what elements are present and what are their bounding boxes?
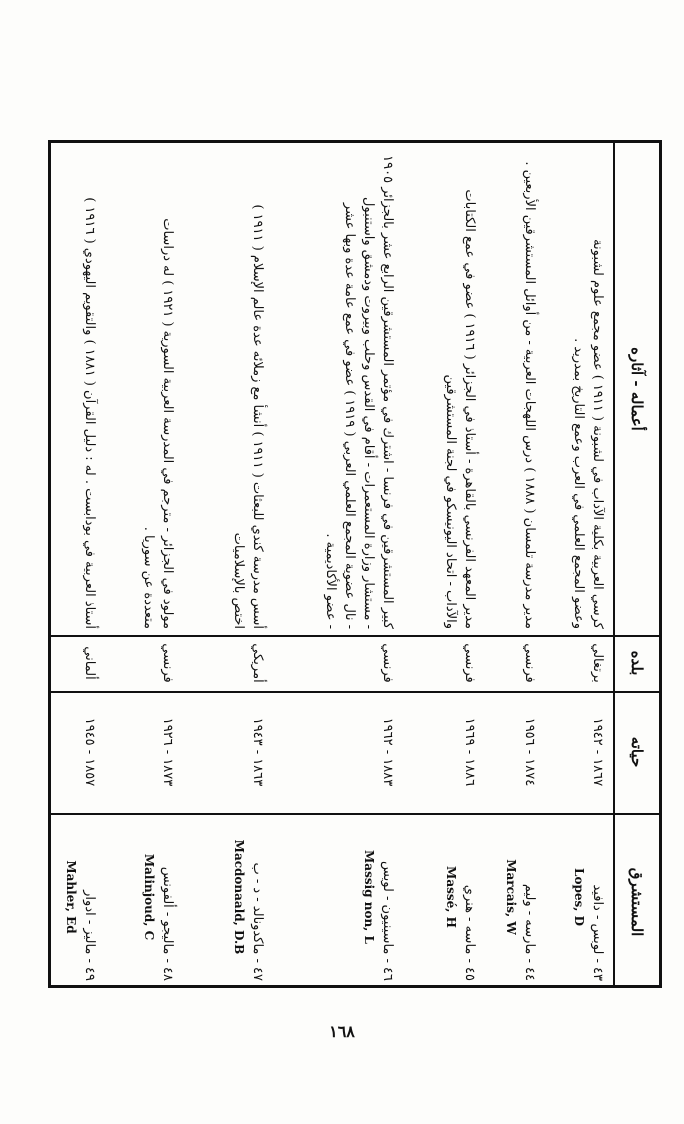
- works-cell: [187, 151, 267, 629]
- header-nationality: بلده: [628, 650, 646, 676]
- life-span: ١٨٦٣ - ١٩٤٣: [250, 717, 265, 787]
- rotated-page: [48, 140, 662, 988]
- works-line: - عضو الأكاديمية .: [323, 533, 338, 629]
- orientalist-name: ٤٥ - ماسه - هنري: [462, 884, 477, 981]
- life-span: ١٨٨٦ - ١٩٦٩: [462, 717, 477, 787]
- orientalists-table: [48, 140, 662, 988]
- header-life: حياته: [628, 736, 646, 768]
- orientalist-name: ٤٨ - ماليجو - ألفونس: [160, 866, 175, 981]
- works-line: أستاذ العربية في بودابست . له : دليل القرآن ( ١٨٨١ ) والتقويم اليهودي ( ١٩١٦ ): [82, 197, 97, 629]
- orientalist-name: ٤٧ - ماكدونالد - د - ب: [250, 862, 265, 981]
- works-cell: [545, 151, 607, 629]
- orientalist-cell: [489, 813, 539, 981]
- table-row: [49, 143, 99, 985]
- works-line: - مستشار وزارة المستعمرات - أقام في القدس وحلب وبيروت ودمشق واستنبول: [361, 196, 376, 629]
- life-span: ١٨٧٣ - ١٩٢٦: [160, 717, 175, 787]
- orientalist-latin-name: Massig non, L: [362, 850, 376, 944]
- nationality: أمريكي: [250, 643, 265, 683]
- works-cell: [49, 151, 99, 629]
- works-line: والآداب - اتحاد اليونيسكو في لجنة المستشرقين: [443, 374, 458, 629]
- orientalist-name: ٤٣ - لوبس - دافيد: [590, 884, 605, 981]
- works-cell: [277, 151, 397, 629]
- header-works: أعماله - آثاره: [628, 347, 646, 431]
- orientalist-cell: [405, 813, 479, 981]
- nationality: فرنسي: [160, 643, 175, 683]
- works-cell: [405, 151, 479, 629]
- works-line: وعضو المجمع العلمي في العرب وعمع التاريخ بمدريد .: [571, 338, 586, 629]
- page-number: ١٦٨: [329, 1022, 355, 1041]
- works-line: مولود في الجزائر - مترجم في المدرسة العربية السورية ( ١٩٢١ ) له دراسات: [160, 218, 175, 629]
- orientalist-cell: [277, 813, 397, 981]
- table-row: [107, 143, 177, 985]
- orientalist-name: ٤٦ - ماسينيون - لويس: [380, 861, 395, 981]
- orientalist-cell: [49, 813, 99, 981]
- works-line: كرسي العربية بكلية الآداب في لشبونة ( ١٩١١ ) عضو مجمع علوم لشبونة: [590, 239, 605, 629]
- life-span: ١٨٧٤ - ١٩٥٦: [522, 717, 537, 787]
- table-row: [405, 143, 479, 985]
- table-row: [277, 143, 397, 985]
- nationality: ألماني: [82, 646, 97, 680]
- orientalist-cell: [545, 813, 607, 981]
- works-line: كبير المستشرقين في فرنسا - اشترك في مؤتمر المستشرقين الرابع عشر بالجزائر ١٩٠٥: [380, 155, 395, 629]
- works-line: اختص بالإسلاميات: [231, 532, 246, 629]
- works-line: - نال عضوية المجمع العلمي العربي ( ١٩١٩ ) عضو في عمع عامة عدة وبها عشر: [342, 202, 357, 629]
- nationality: فرنسي: [380, 643, 395, 683]
- orientalist-latin-name: Macdonaald, D.B: [232, 839, 246, 955]
- orientalist-latin-name: Marcais, W: [504, 859, 518, 935]
- works-line: متعددة عن سوريا .: [141, 526, 156, 629]
- orientalist-latin-name: Malinjoud, C: [142, 853, 156, 941]
- nationality: فرنسي: [522, 643, 537, 683]
- orientalist-name: ٤٤ - مارسه - وليم: [522, 883, 537, 981]
- table-row: [545, 143, 607, 985]
- orientalist-latin-name: Massé, H: [444, 866, 458, 928]
- works-cell: [107, 151, 177, 629]
- orientalist-latin-name: Lopes, D: [572, 868, 586, 926]
- life-span: ١٨٦٧ - ١٩٤٢: [590, 717, 605, 787]
- orientalist-latin-name: Mahler, Ed: [64, 860, 78, 934]
- orientalist-name: ٤٩ - ماليز - ادوار: [82, 890, 97, 981]
- header-orientalist: المستشرق: [628, 867, 646, 937]
- life-span: ١٨٨٣ - ١٩٦٢: [380, 717, 395, 787]
- table-row: [187, 143, 267, 985]
- orientalist-cell: [107, 813, 177, 981]
- works-line: مدير المعهد الفرنسي بالقاهرة - أستاذ في الجزائر ( ١٩١٦ ) عضو في عمع الكتابات: [462, 189, 477, 629]
- works-line: أسس مدرسة كندي للبعثات ( ١٩١١ ) أنشأ مع زملائه عدة عالم الإسلام ( ١٩١١ ): [250, 204, 265, 629]
- table-row: [489, 143, 539, 985]
- life-span: ١٨٥٧ - ١٩٤٥: [82, 717, 97, 787]
- orientalist-cell: [187, 813, 267, 981]
- works-cell: [489, 151, 539, 629]
- nationality: فرنسي: [462, 643, 477, 683]
- nationality: برتغالي: [590, 643, 605, 683]
- works-line: مدير مدرسة تلمسان ( ١٨٨٨ ) درس اللهجات العربية - من أوائل المستشرقين الأربعين .: [522, 161, 537, 629]
